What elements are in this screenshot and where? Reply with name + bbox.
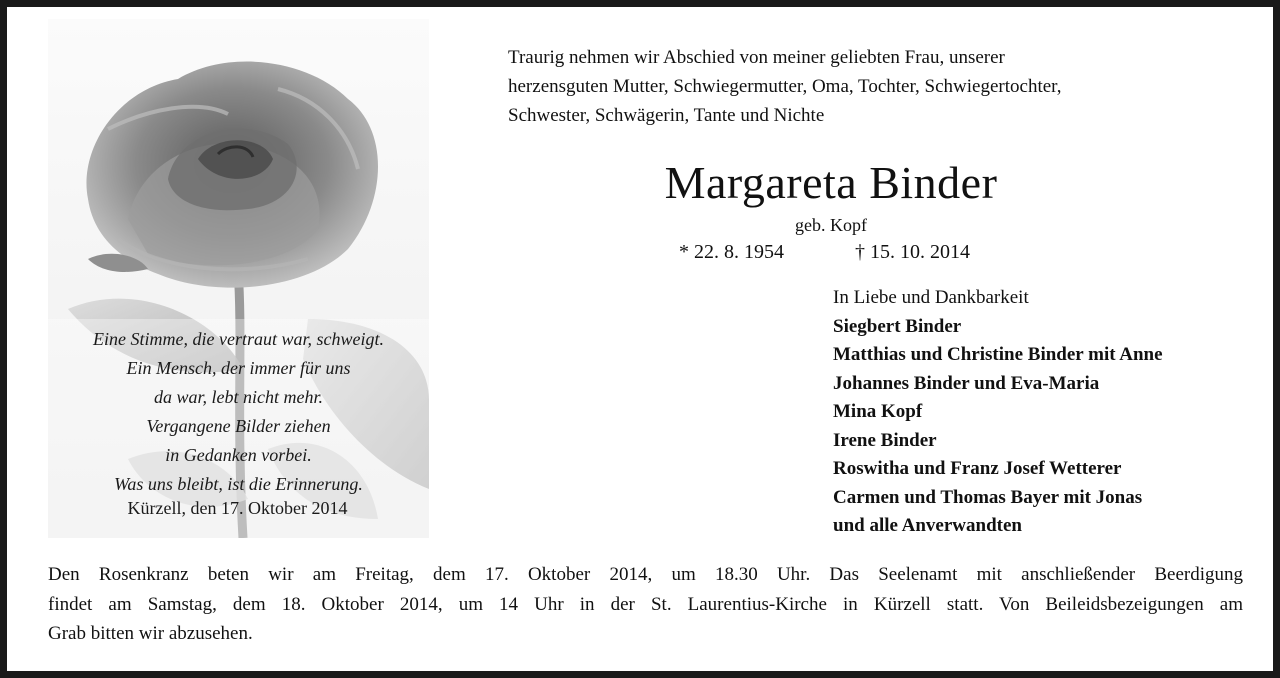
place-date: Kürzell, den 17. Oktober 2014 <box>127 498 348 518</box>
intro-text <box>508 43 1061 130</box>
deceased-name: Margareta Binder <box>664 157 998 208</box>
intro-line: Traurig nehmen wir Abschied von meiner geliebten Frau, unserer <box>508 47 1005 68</box>
notice-line: Grab bitten wir abzusehen. <box>48 623 253 644</box>
mourner-name: Carmen und Thomas Bayer mit Jonas <box>833 486 1143 508</box>
mourner-name: Johannes Binder und Eva-Maria <box>833 372 1100 394</box>
mourner-name: Irene Binder <box>833 429 937 451</box>
poem <box>48 325 429 499</box>
rose-photo <box>48 19 429 538</box>
intro-line: herzensguten Mutter, Schwiegermutter, Oma, Tochter, Schwiegertochter, <box>508 76 1062 97</box>
birth-date: * 22. 8. 1954 <box>679 241 784 263</box>
mourner-name: und alle Anverwandten <box>833 515 1022 536</box>
poem-line: Vergangene Bilder ziehen <box>146 416 331 436</box>
mourners-list <box>833 284 1163 541</box>
service-notice <box>48 560 1243 649</box>
poem-line: Eine Stimme, die vertraut war, schweigt. <box>93 329 384 349</box>
poem-line: Was uns bleibt, ist die Erinnerung. <box>114 474 363 494</box>
poem-line: in Gedanken vorbei. <box>165 445 312 465</box>
maiden-name: geb. Kopf <box>795 215 867 235</box>
death-date: † 15. 10. 2014 <box>855 241 970 263</box>
mourners-lead: In Liebe und Dankbarkeit <box>833 287 1029 308</box>
mourner-name: Mina Kopf <box>833 401 923 422</box>
poem-line: Ein Mensch, der immer für uns <box>126 358 351 378</box>
mourner-name: Siegbert Binder <box>833 315 962 337</box>
notice-line: findet am Samstag, dem 18. Oktober 2014, um 14 Uhr in der St. Laurentius-Kirche in Kürzell statt. Von Beileidsbezeigungen am <box>48 593 1243 615</box>
notice-line: Den Rosenkranz beten wir am Freitag, dem 17. Oktober 2014, um 18.30 Uhr. Das Seelenamt mit anschließender Beerdigung <box>48 564 1243 585</box>
poem-line: da war, lebt nicht mehr. <box>154 387 323 407</box>
mourner-name: Roswitha und Franz Josef Wetterer <box>833 458 1122 479</box>
mourner-name: Matthias und Christine Binder mit Anne <box>833 344 1163 365</box>
intro-line: Schwester, Schwägerin, Tante und Nichte <box>508 105 825 126</box>
